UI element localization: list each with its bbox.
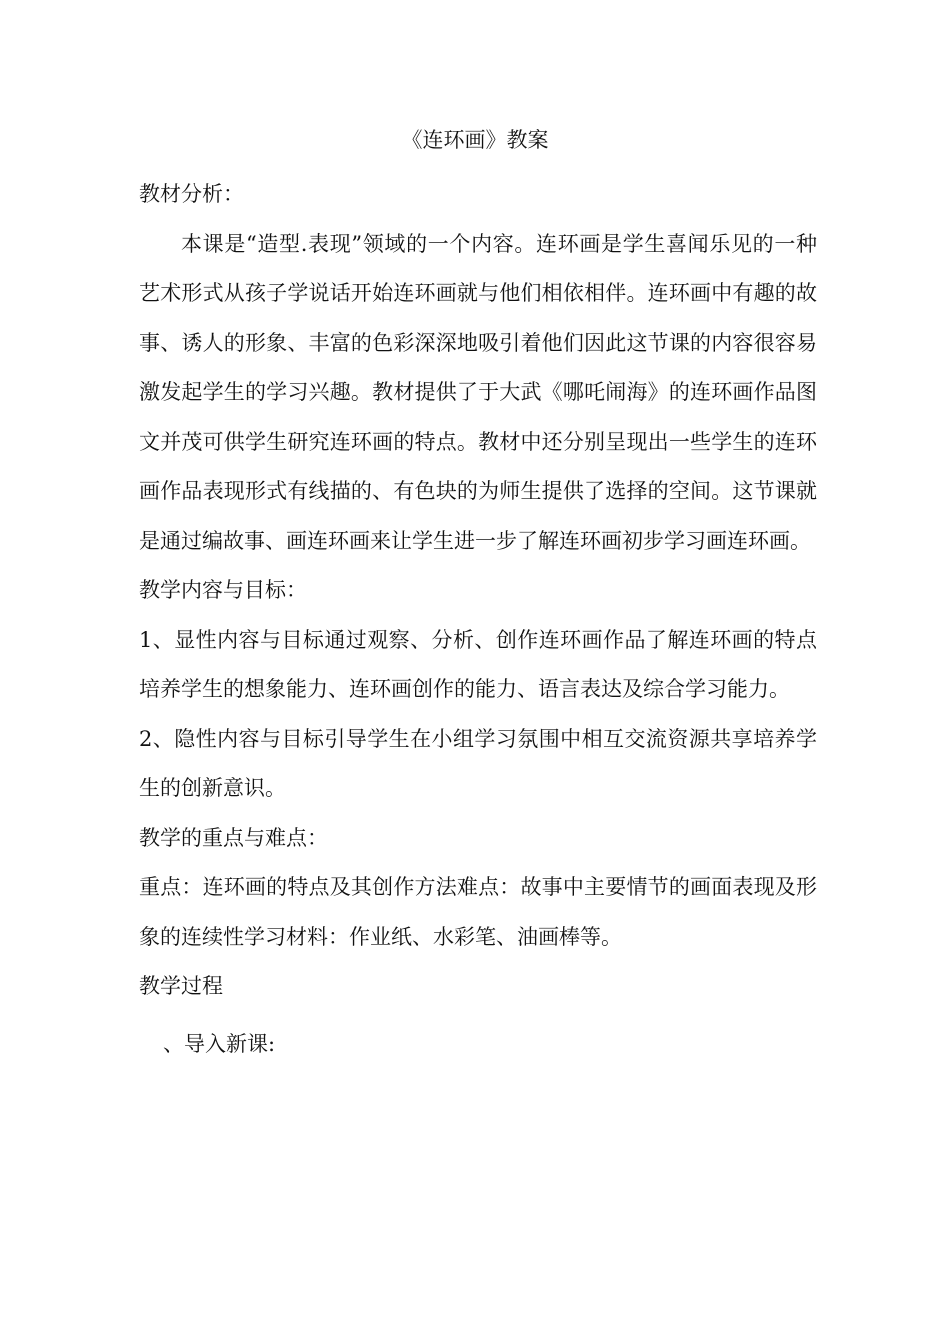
goal-item-1: 1、显性内容与目标通过观察、分析、创作连环画作品了解连环画的特点培养学生的想象能力、连环画创作的能力、语言表达及综合学习能力。 (139, 627, 817, 701)
process-step-1: 、导入新课: (163, 1031, 276, 1056)
keypoints-heading: 教学的重点与难点： (139, 825, 328, 850)
document-title: 《连环画》教案 (401, 128, 549, 152)
goals-heading: 教学内容与目标： (139, 578, 307, 602)
keypoints-paragraph: 重点：连环画的特点及其创作方法难点：故事中主要情节的画面表现及形象的连续性学习材料：作业纸、水彩笔、油画棒等。 (139, 875, 817, 949)
document-body (139, 170, 817, 1069)
analysis-heading: 教材分析： (139, 182, 244, 206)
goal-item-2: 2、隐性内容与目标引导学生在小组学习氛围中相互交流资源共享培养学生的创新意识。 (139, 726, 817, 800)
analysis-paragraph: 本课是“造型.表现”领域的一个内容。连环画是学生喜闻乐见的一种艺术形式从孩子学说话开始连环画就与他们相依相伴。连环画中有趣的故事、诱人的形象、丰富的色彩深深地吸引着他们因此这节课的内容很容易激发起学生的学习兴趣。教材提供了于大武《哪吒闹海》的连环画作品图文并茂可供学生研究连环画的特点。教材中还分别呈现出一些学生的连环画作品表现形式有线描的、有色块的为师生提供了选择的空间。这节课就是通过编故事、画连环画来让学生进一步了解连环画初步学习画连环画。 (139, 231, 817, 553)
process-heading: 教学过程 (139, 974, 223, 998)
